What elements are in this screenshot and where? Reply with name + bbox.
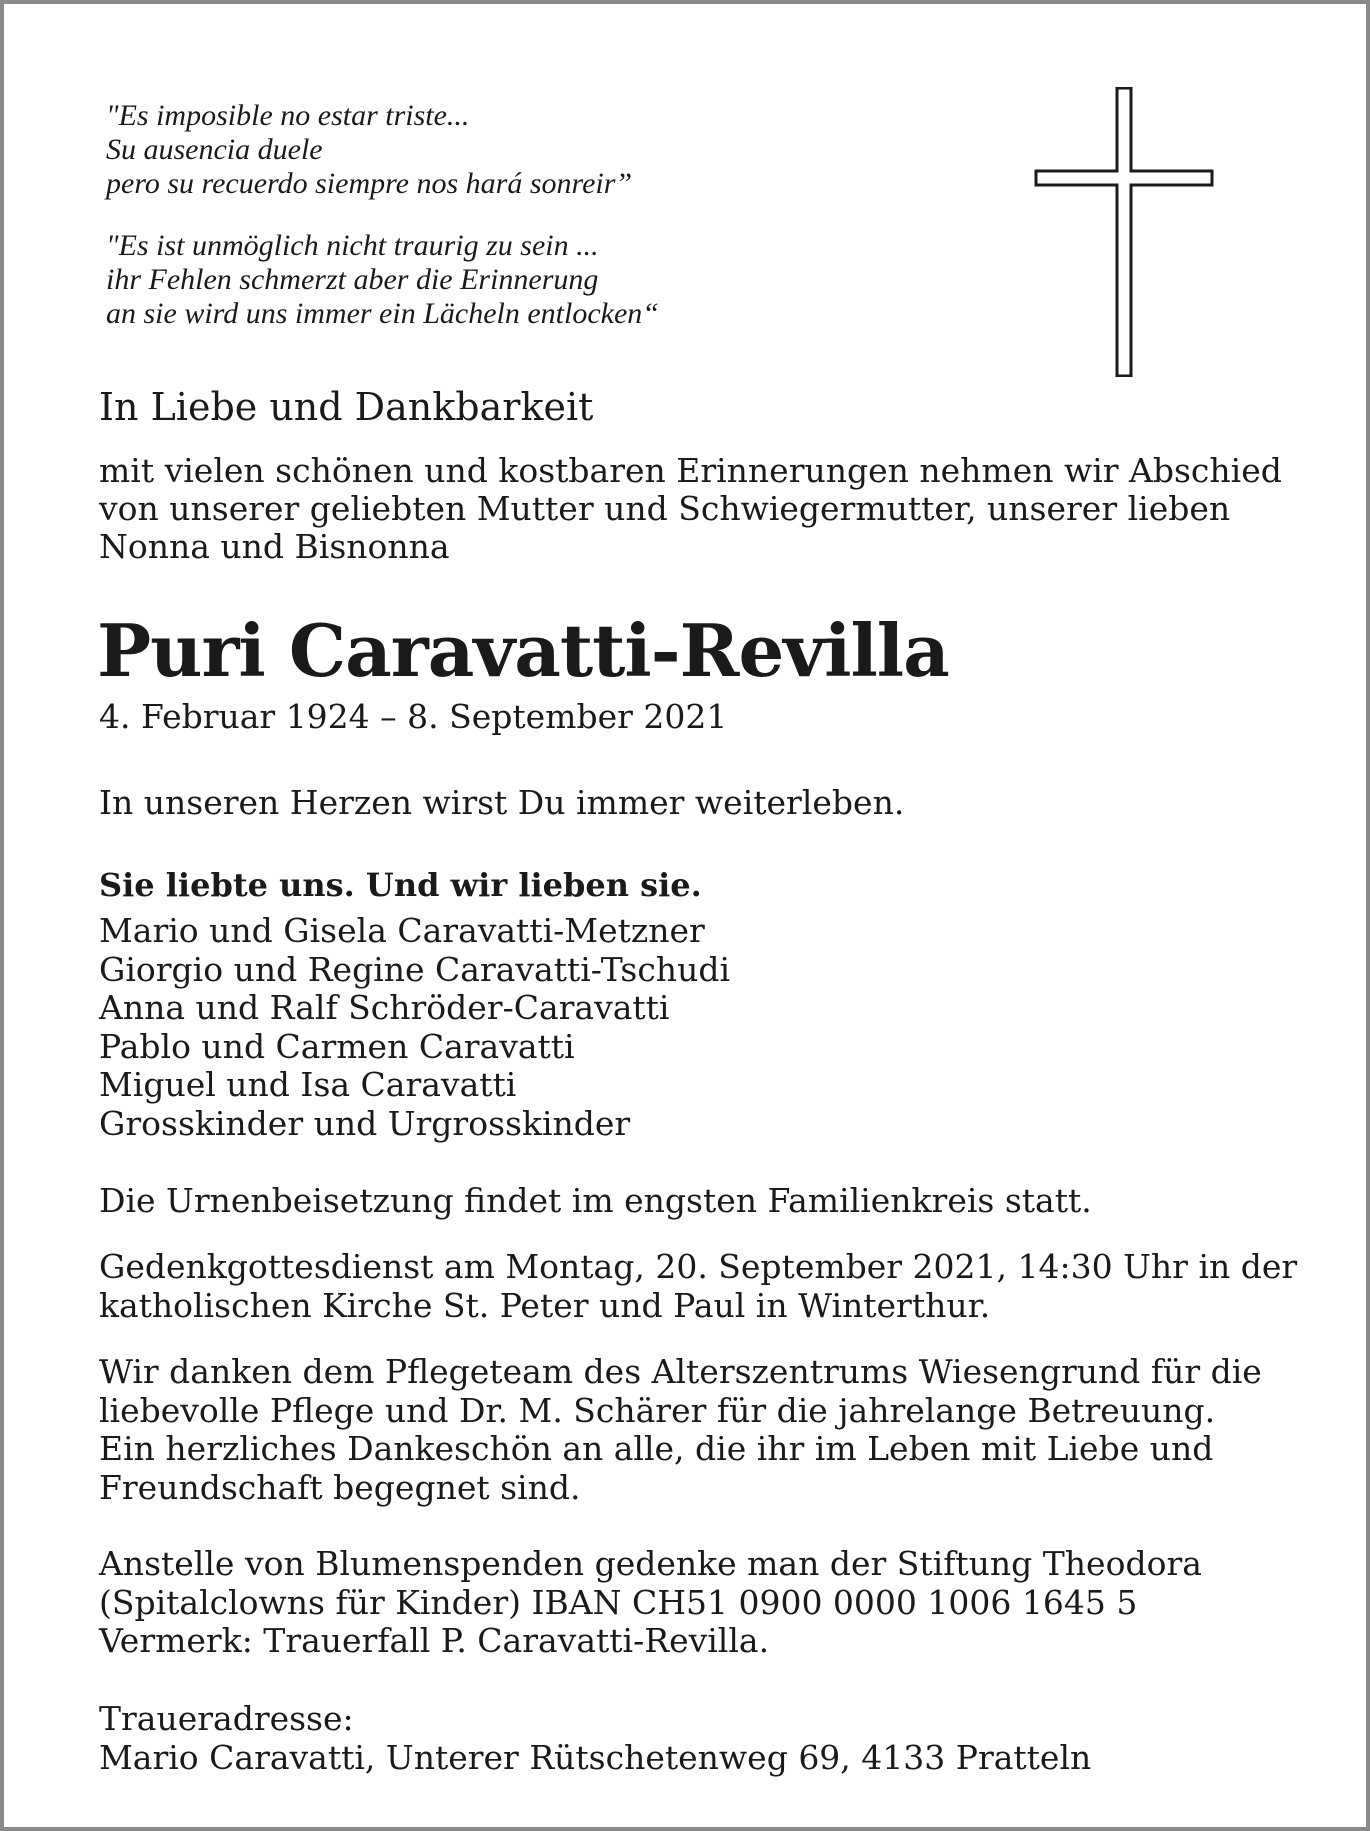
mourner-name: Grosskinder und Urgrosskinder: [99, 1103, 631, 1143]
mourner-name: Pablo und Carmen Caravatti: [99, 1026, 575, 1066]
quote-line: "Es ist unmöglich nicht traurig zu sein ...: [106, 229, 599, 262]
quote-line: Su ausencia duele: [106, 133, 323, 166]
thanks-line: Freundschaft begegnet sind.: [99, 1467, 581, 1507]
life-dates: 4. Februar 1924 – 8. September 2021: [99, 697, 728, 736]
quote-spanish: [106, 99, 906, 201]
thanks-paragraph: [99, 1353, 1262, 1507]
quote-german: [106, 229, 906, 331]
service-line: Gedenkgottesdienst am Montag, 20. September 2021, 14:30 Uhr in der: [99, 1247, 1298, 1286]
motto: In unseren Herzen wirst Du immer weiterleben.: [99, 783, 905, 822]
donation-line: Vermerk: Trauerfall P. Caravatti-Revilla.: [99, 1621, 770, 1660]
mourners-heading: Sie liebte uns. Und wir lieben sie.: [99, 866, 702, 904]
intro-line: von unserer geliebten Mutter und Schwiegermutter, unserer lieben: [99, 489, 1231, 528]
memorial-service: [99, 1248, 1297, 1325]
donation-line: (Spitalclowns für Kinder) IBAN CH51 0900 0000 1006 1645 5: [99, 1582, 1138, 1622]
mourner-name: Mario und Gisela Caravatti-Metzner: [99, 911, 705, 950]
quote-line: ihr Fehlen schmerzt aber die Erinnerung: [106, 263, 599, 296]
quote-line: an sie wird uns immer ein Lächeln entlocken“: [106, 297, 659, 330]
intro-line: mit vielen schönen und kostbaren Erinnerungen nehmen wir Abschied: [99, 451, 1282, 490]
cross-icon: [1034, 87, 1214, 377]
mourner-name: Giorgio und Regine Caravatti-Tschudi: [99, 949, 730, 989]
mourner-name: Miguel und Isa Caravatti: [99, 1065, 517, 1104]
mourners-list: [99, 912, 730, 1143]
intro-line: Nonna und Bisnonna: [99, 527, 450, 566]
thanks-line: liebevolle Pflege und Dr. M. Schärer für die jahrelange Betreuung.: [99, 1390, 1216, 1430]
donation-line: Anstelle von Blumenspenden gedenke man der Stiftung Theodora: [99, 1544, 1202, 1583]
address-label: Traueradresse:: [99, 1699, 354, 1738]
mourning-address: [99, 1700, 1091, 1777]
burial-notice: [99, 1182, 1092, 1221]
mourner-name: Anna und Ralf Schröder-Caravatti: [99, 988, 670, 1027]
heading: In Liebe und Dankbarkeit: [99, 385, 594, 429]
quote-line: "Es imposible no estar triste...: [106, 99, 470, 132]
quote-line: pero su recuerdo siempre nos hará sonreir”: [106, 167, 633, 200]
thanks-line: Ein herzliches Dankeschön an alle, die ihr im Leben mit Liebe und: [99, 1429, 1214, 1468]
thanks-line: Wir danken dem Pflegeteam des Alterszentrums Wiesengrund für die: [99, 1352, 1262, 1391]
deceased-name: Puri Caravatti-Revilla: [97, 608, 949, 693]
intro-text: [99, 452, 1282, 566]
donation-notice: [99, 1545, 1202, 1661]
service-line: katholischen Kirche St. Peter und Paul in Winterthur.: [99, 1285, 991, 1325]
burial-line: Die Urnenbeisetzung findet im engsten Familienkreis statt.: [99, 1181, 1092, 1220]
address-line: Mario Caravatti, Unterer Rütschetenweg 69, 4133 Pratteln: [99, 1737, 1092, 1777]
